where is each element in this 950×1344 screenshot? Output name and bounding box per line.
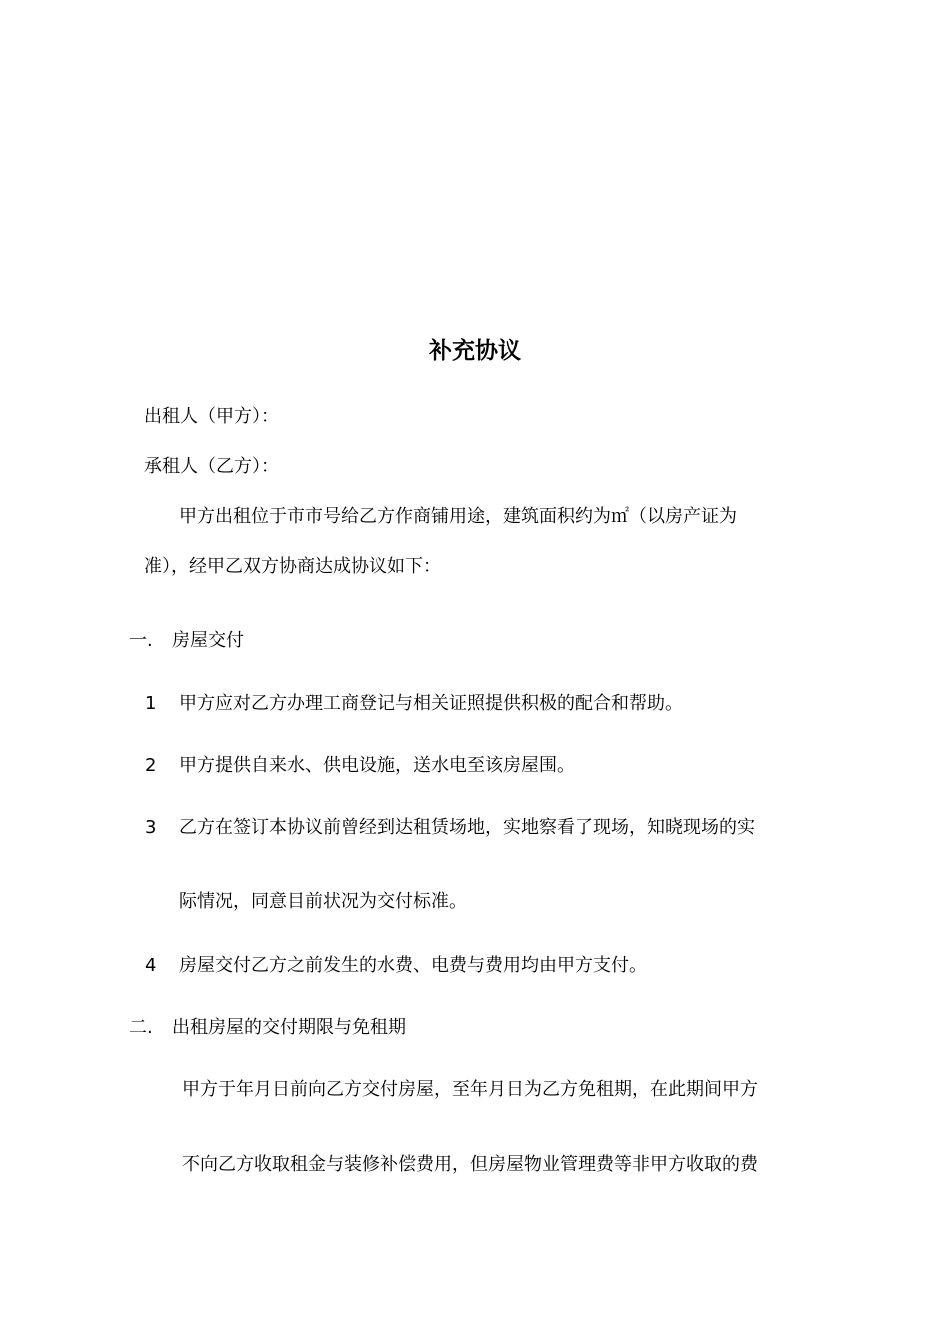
item-text: 甲方应对乙方办理工商登记与相关证照提供积极的配合和帮助。 xyxy=(179,693,683,714)
item-number: 4 xyxy=(145,955,157,976)
item-text-continued: 际情况，同意目前状况为交付标准。 xyxy=(179,891,467,912)
section-2-number: 二. xyxy=(129,1017,153,1038)
section-1-title: 房屋交付 xyxy=(172,630,244,651)
item-number: 2 xyxy=(145,755,157,776)
document-title: 补充协议 xyxy=(429,338,521,364)
section-1-number: 一. xyxy=(129,630,153,651)
item-text: 房屋交付乙方之前发生的水费、电费与费用均由甲方支付。 xyxy=(179,955,647,976)
item-text: 甲方提供自来水、供电设施，送水电至该房屋围。 xyxy=(179,755,575,776)
lessor-line: 出租人（甲方）： xyxy=(144,406,279,427)
intro-line-2: 准），经甲乙双方协商达成协议如下： xyxy=(144,556,441,577)
section-2-paragraph-line-2: 不向乙方收取租金与装修补偿费用，但房屋物业管理费等非甲方收取的费 xyxy=(182,1154,758,1175)
lessee-line: 承租人（乙方）： xyxy=(144,456,279,477)
item-number: 3 xyxy=(145,817,157,838)
section-2-title: 出租房屋的交付期限与免租期 xyxy=(172,1017,406,1038)
item-number: 1 xyxy=(145,693,157,714)
section-2-paragraph-line-1: 甲方于年月日前向乙方交付房屋，至年月日为乙方免租期，在此期间甲方 xyxy=(182,1079,758,1100)
item-text: 乙方在签订本协议前曾经到达租赁场地，实地察看了现场，知晓现场的实 xyxy=(179,817,755,838)
intro-line-1: 甲方出租位于市市号给乙方作商铺用途，建筑面积约为㎡（以房产证为 xyxy=(179,506,737,527)
